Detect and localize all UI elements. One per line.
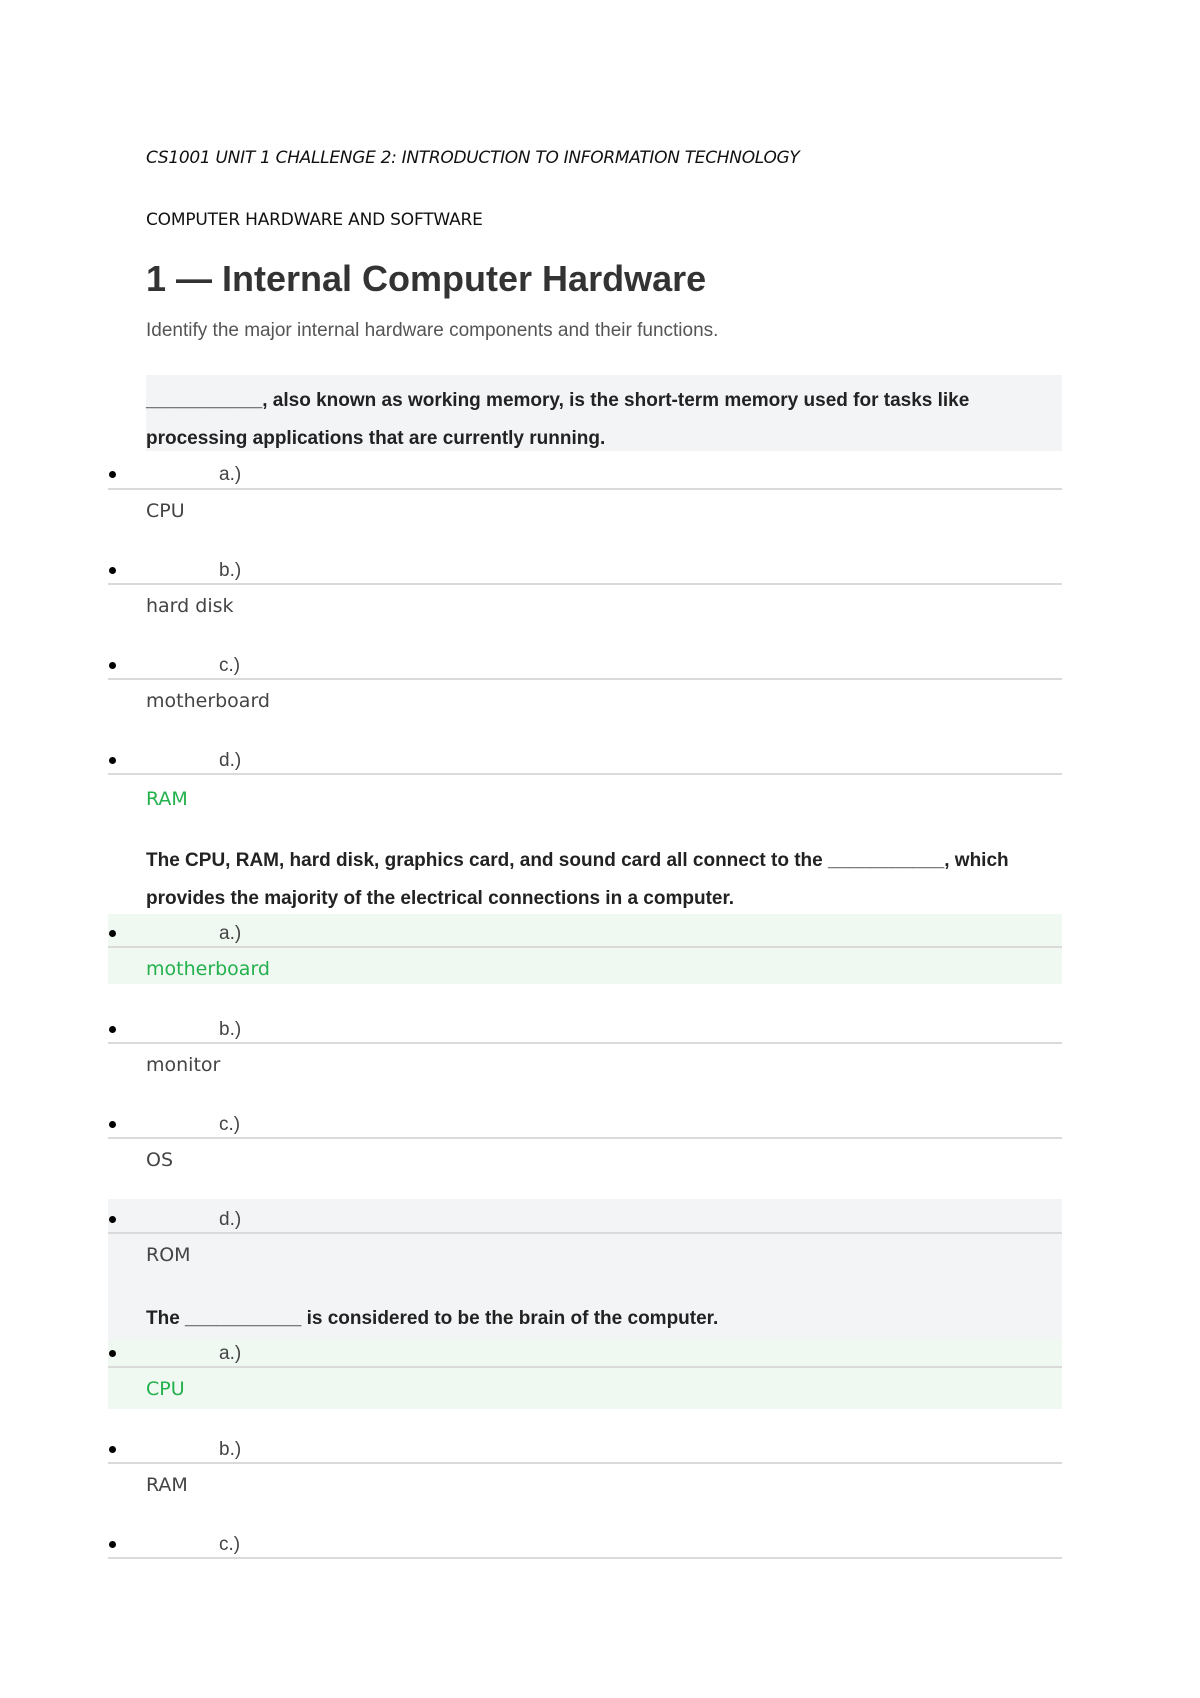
correct-answer-option[interactable]: RAM <box>146 788 188 810</box>
answer-option[interactable]: hard disk <box>146 595 234 617</box>
option-divider <box>108 1232 1062 1234</box>
course-title: CS1001 UNIT 1 CHALLENGE 2: INTRODUCTION TO INFORMATION TECHNOLOGY <box>146 148 800 168</box>
page-heading: 1 — Internal Computer Hardware <box>146 258 707 299</box>
answer-option[interactable]: motherboard <box>146 690 270 712</box>
question-2-text: The CPU, RAM, hard disk, graphics card, and sound card all connect to the ___________, which provides the majority of the electrical connections in a computer. <box>146 850 1009 909</box>
section-subtitle: COMPUTER HARDWARE AND SOFTWARE <box>146 210 483 230</box>
option-letter: b.) <box>219 1439 242 1460</box>
option-divider <box>108 1042 1062 1044</box>
option-bullet <box>109 1026 116 1033</box>
option-letter: c.) <box>219 1534 241 1555</box>
question-1-text: ___________, also known as working memory, is the short-term memory used for tasks like processing applications that are currently running. <box>146 390 970 449</box>
answer-option[interactable]: ROM <box>146 1244 191 1266</box>
answer-option[interactable]: OS <box>146 1149 174 1171</box>
option-bullet <box>109 662 116 669</box>
option-letter: b.) <box>219 560 242 581</box>
option-bullet <box>109 1216 116 1223</box>
option-divider <box>108 1462 1062 1464</box>
question-3-text: The ___________ is considered to be the brain of the computer. <box>146 1308 719 1329</box>
option-bullet <box>109 471 116 478</box>
option-divider <box>108 946 1062 948</box>
option-divider <box>108 773 1062 775</box>
option-letter: b.) <box>219 1019 242 1040</box>
option-letter: a.) <box>219 464 242 485</box>
option-bullet <box>109 757 116 764</box>
option-bullet <box>109 1350 116 1357</box>
intro-text: Identify the major internal hardware components and their functions. <box>146 320 719 341</box>
option-bullet <box>109 1541 116 1548</box>
answer-option[interactable]: RAM <box>146 1474 188 1496</box>
answer-option[interactable]: monitor <box>146 1054 221 1076</box>
option-divider <box>108 1366 1062 1368</box>
option-divider <box>108 583 1062 585</box>
option-letter: c.) <box>219 1114 241 1135</box>
option-bullet <box>109 930 116 937</box>
option-letter: a.) <box>219 1343 242 1364</box>
option-letter: a.) <box>219 923 242 944</box>
option-divider <box>108 1557 1062 1559</box>
question-3-correct-highlight <box>108 1339 1062 1409</box>
correct-answer-option[interactable]: motherboard <box>146 958 270 980</box>
option-letter: c.) <box>219 655 241 676</box>
option-letter: d.) <box>219 750 242 771</box>
option-bullet <box>109 567 116 574</box>
option-divider <box>108 1137 1062 1139</box>
option-letter: d.) <box>219 1209 242 1230</box>
option-bullet <box>109 1121 116 1128</box>
answer-option[interactable]: CPU <box>146 500 185 522</box>
option-bullet <box>109 1446 116 1453</box>
correct-answer-option[interactable]: CPU <box>146 1378 185 1400</box>
option-divider <box>108 488 1062 490</box>
option-divider <box>108 678 1062 680</box>
